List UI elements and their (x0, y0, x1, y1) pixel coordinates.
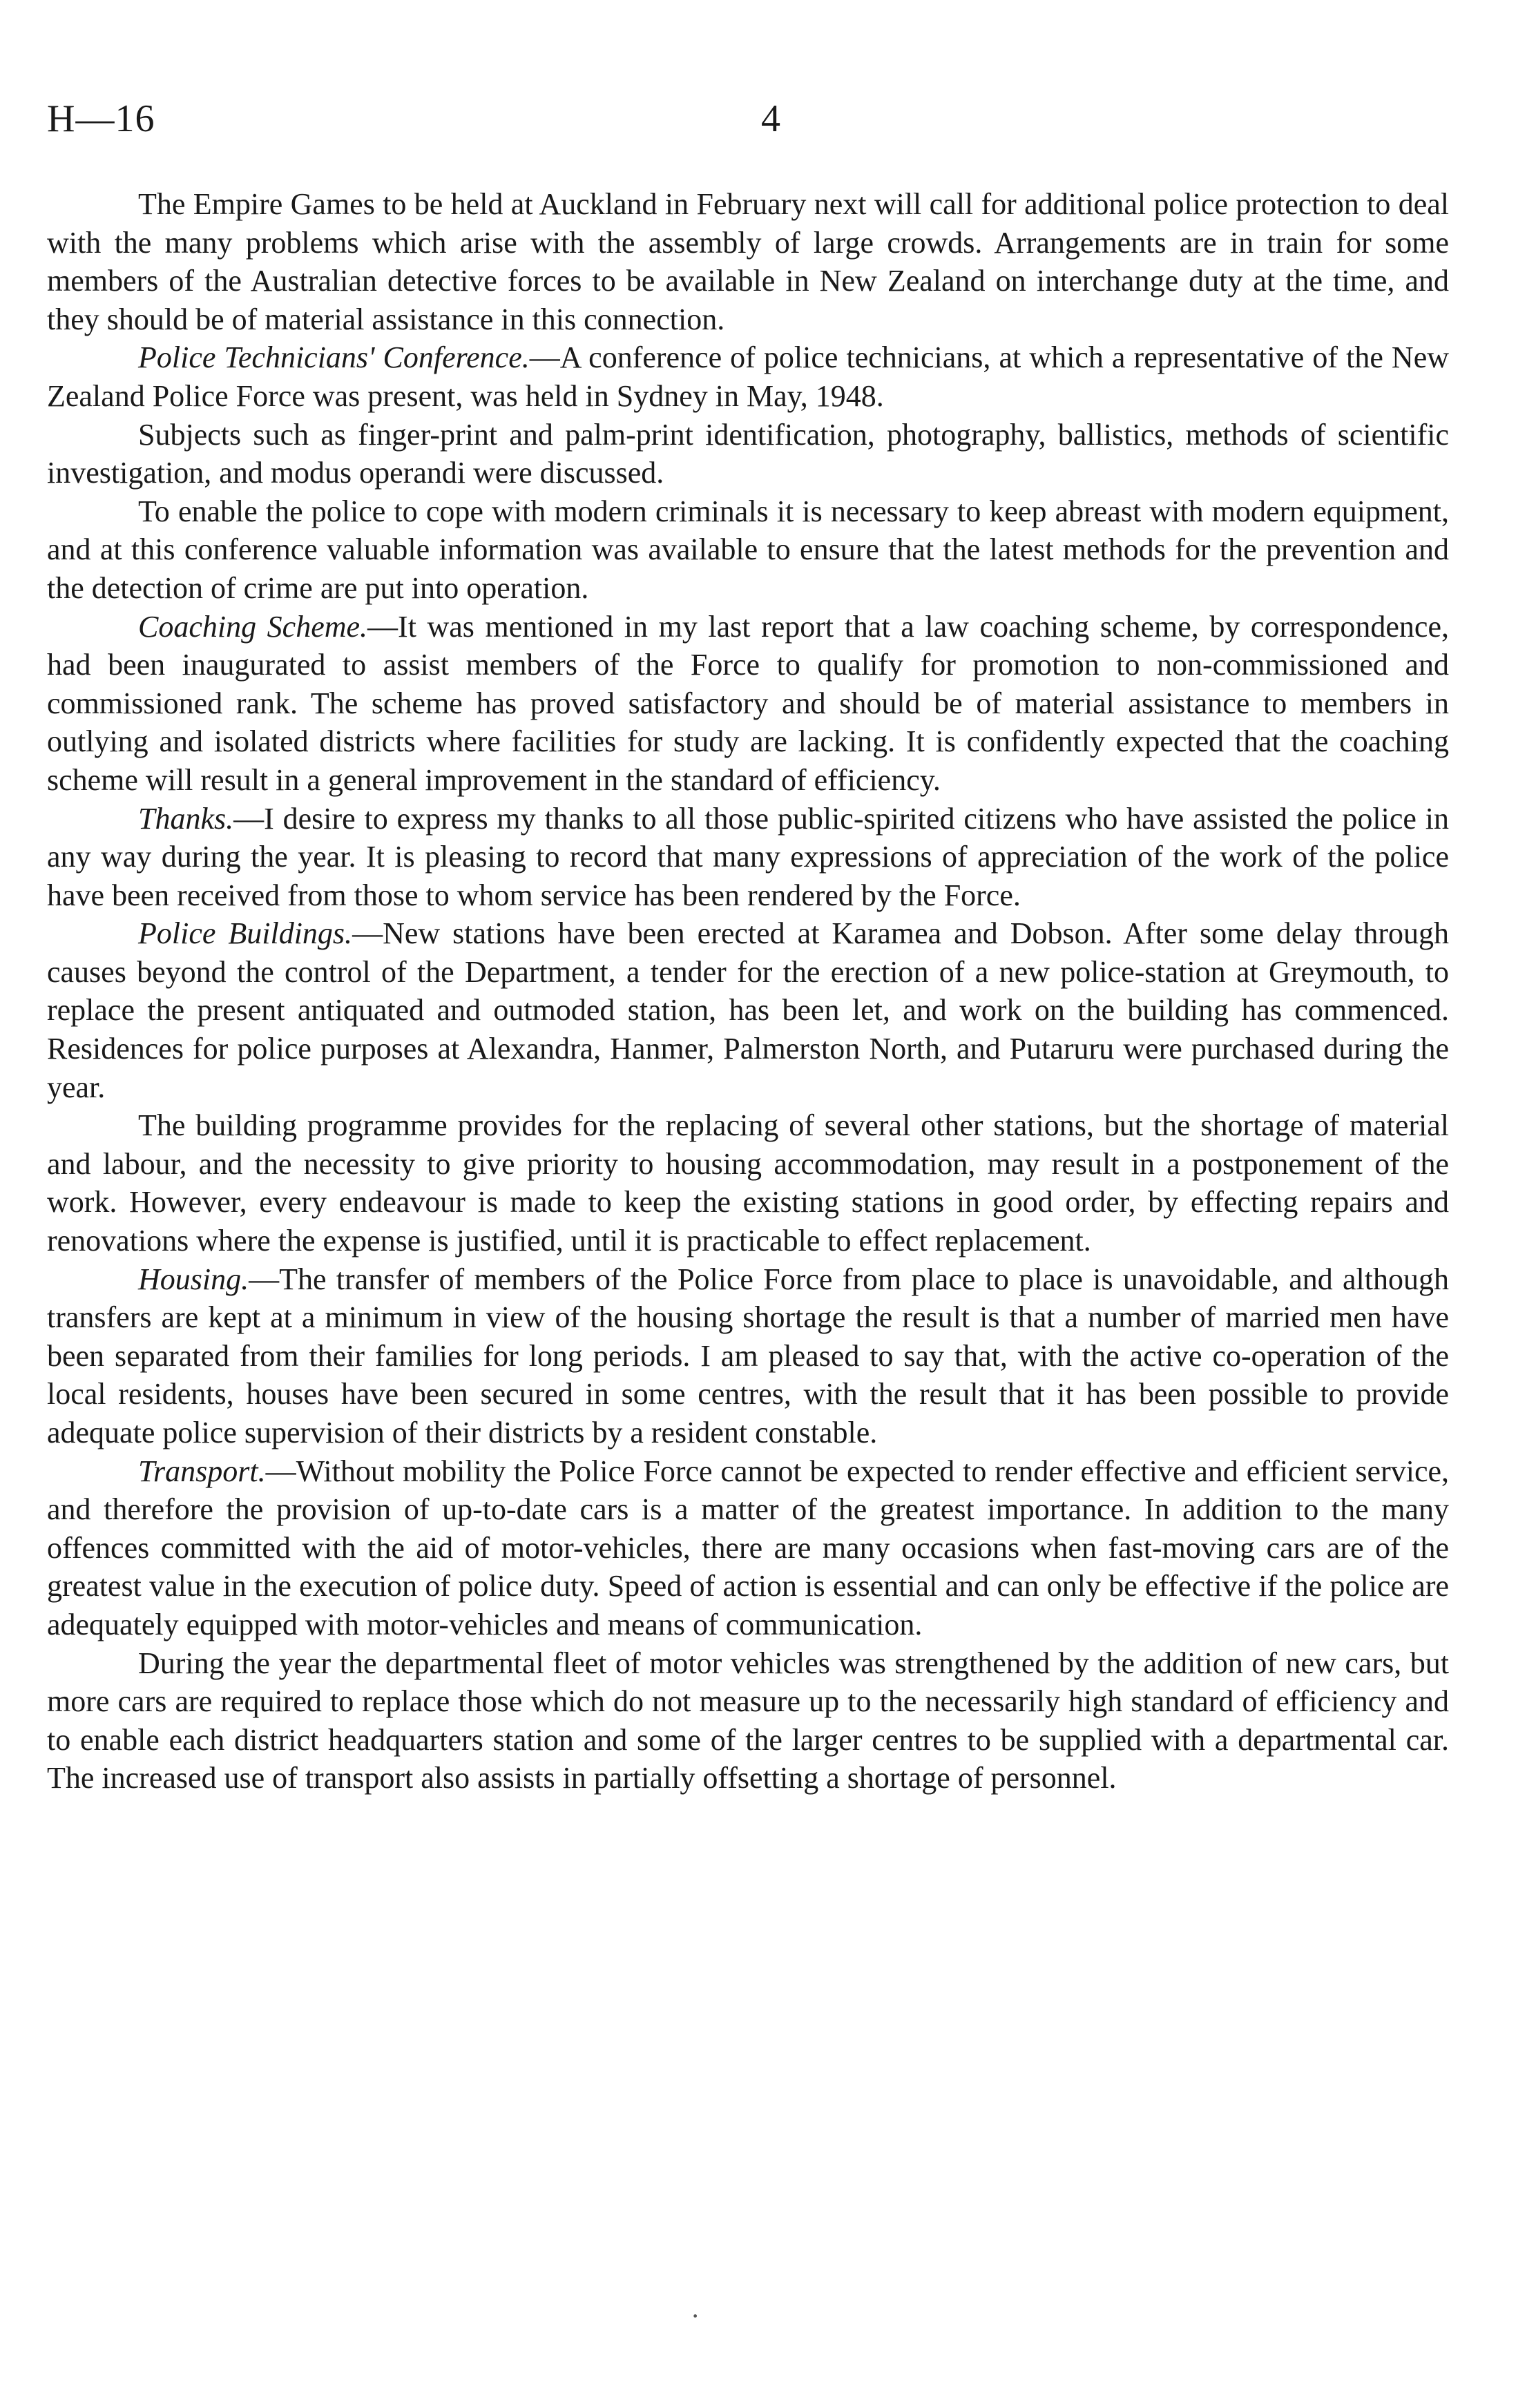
section-heading-police-buildings: Police Buildings. (138, 916, 353, 951)
section-heading-thanks: Thanks. (138, 801, 234, 836)
footer-mark: · (691, 2300, 700, 2331)
section-heading-housing: Housing. (138, 1262, 249, 1296)
paragraph-coaching-scheme: Coaching Scheme.—It was mentioned in my last report that a law coaching scheme, by correspondence, had been inaugurated to assist members of the Force to qualify for promotion to non-commissioned and commissioned rank. The scheme has proved satisfactory and should be of material assistance to members in outlying and isolated districts where facilities for study are lacking. It is confidently expected that the coaching scheme will result in a general improvement in the standard of efficiency. (47, 609, 1449, 797)
page-header (47, 97, 1449, 145)
paragraph-housing: Housing.—The transfer of members of the Police Force from place to place is unavoidable, and although transfers are kept at a minimum in view of the housing shortage the result is that a number of married men have been separated from their families for long periods. I am pleased to say that, with the active co-operation of the local residents, houses have been secured in some centres, with the result that it has been possible to provide adequate police supervision of their districts by a resident constable. (47, 1262, 1449, 1449)
section-heading-coaching-scheme: Coaching Scheme. (138, 609, 368, 644)
paragraph-technicians-conference: Police Technicians' Conference.—A conference of police technicians, at which a representative of the New Zealand Police Force was present, was held in Sydney in May, 1948. (47, 340, 1450, 413)
paragraph-police-buildings: Police Buildings.—New stations have been erected at Karamea and Dobson. After some delay through causes beyond the control of the Department, a tender for the erection of a new police-station at Greymouth, to replace the present antiquated and outmoded station, has been let, and work on the building has commenced. Residences for police purposes at Alexandra, Hanmer, Palmerston North, and Putaruru were purchased during the year. (47, 916, 1449, 1104)
paragraph-thanks: Thanks.—I desire to express my thanks to all those public-spirited citizens who have assisted the police in any way during the year. It is pleasing to record that many expressions of appreciation of the work of the police have been received from those to whom service has been rendered by the Force. (47, 801, 1449, 912)
paragraph-building-programme: The building programme provides for the replacing of several other stations, but the shortage of material and labour, and the necessity to give priority to housing accommodation, may result in a postponement of the work. However, every endeavour is made to keep the existing stations in good order, by effecting repairs and renovations where the expense is justified, until it is practicable to effect replacement. (47, 1108, 1449, 1258)
paragraph-motor-fleet: During the year the departmental fleet of motor vehicles was strengthened by the addition of new cars, but more cars are required to replace those which do not measure up to the necessarily high standard of efficiency and to enable each district headquarters station and some of the larger centres to be supplied with a departmental car. The increased use of transport also assists in partially offsetting a shortage of personnel. (47, 1646, 1449, 1795)
document-code: H—16 (47, 97, 155, 140)
section-heading-transport: Transport. (138, 1454, 266, 1488)
paragraph-modern-equipment: To enable the police to cope with modern criminals it is necessary to keep abreast with modern equipment, and at this conference valuable information was available to ensure that the latest methods for the prevention and the detection of crime are put into operation. (47, 494, 1449, 605)
report-body (47, 185, 1449, 1798)
paragraph-transport: Transport.—Without mobility the Police Force cannot be expected to render effective and efficient service, and therefore the provision of up-to-date cars is a matter of the greatest importance. In addition to the many offences committed with the aid of motor-vehicles, there are many occasions when fast-moving cars are of the greatest value in the execution of police duty. Speed of action is essential and can only be effective if the police are adequately equipped with motor-vehicles and means of communication. (47, 1454, 1449, 1641)
paragraph-empire-games: The Empire Games to be held at Auckland in February next will call for additional police protection to deal with the many problems which arise with the assembly of large crowds. Arrangements are in train for some members of the Australian detective forces to be available in New Zealand on interchange duty at the time, and they should be of material assistance in this connection. (47, 187, 1449, 336)
page-number: 4 (761, 97, 780, 140)
section-heading-technicians-conference: Police Technicians' Conference. (138, 340, 530, 375)
paragraph-subjects-discussed: Subjects such as finger-print and palm-print identification, photography, ballistics, methods of scientific investigation, and modus operandi were discussed. (47, 417, 1449, 490)
